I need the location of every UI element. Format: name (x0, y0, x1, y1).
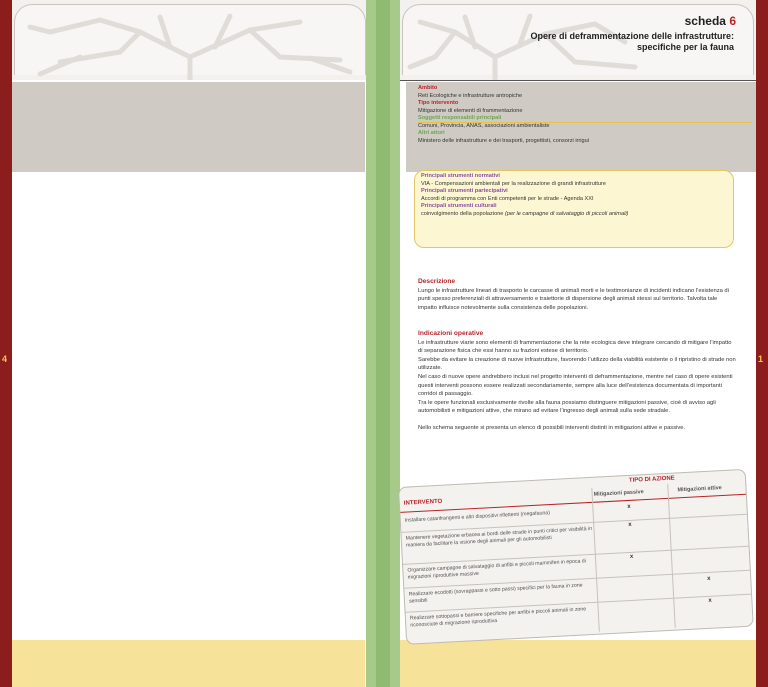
culturali-line (421, 211, 628, 219)
normativi-value: VIA - Compensazioni ambientali per la realizzazione di grandi infrastrutture (421, 180, 606, 187)
indicazioni-p4: Tra le opere funzionali esclusivamente rivolte alla fauna possiamo distinguere mitigazioni passive, cioè di avviso agli automobilisti e mitigazioni attive, che mirano ad evitare l’ingresso degli animali sulla sede stradale. (418, 399, 716, 415)
ambito-value: Reti Ecologiche e infrastrutture antropiche (418, 92, 523, 99)
column-divider-2 (667, 484, 676, 628)
info-content (418, 85, 589, 145)
info-separator (418, 122, 752, 123)
soggetti-label: Soggetti responsabili principali (418, 115, 502, 121)
table-row-2-passive: x (628, 521, 632, 528)
page-title-line2: specifiche per la fauna (636, 42, 734, 52)
left-page-footer-band (12, 640, 365, 687)
header-rule (400, 80, 756, 81)
table-row-5-attive: x (708, 597, 712, 604)
page-number-left: 4 (2, 354, 8, 364)
right-page-footer-band (400, 640, 756, 687)
book-spine-inner (376, 0, 390, 687)
passive-header: Mitigazioni passive (593, 489, 644, 498)
soggetti-value: Comuni, Provincia, ANAS, associazioni ambientaliste (418, 122, 550, 129)
tools-box (414, 170, 734, 248)
table-card (398, 469, 754, 645)
indicazioni-p1: Le infrastrutture viarie sono elementi di frammentazione che la rete ecologica deve integrare cercando di mitigare l’impatto di separazione fisica che essi hanno su frazioni estese di territorio. (418, 339, 732, 355)
altri-label: Altri attori (418, 130, 445, 136)
normativi-label: Principali strumenti normativi (421, 173, 500, 179)
page-title-line1: Opere di deframmentazione delle infrastrutture: (530, 31, 734, 41)
table-row-5-text: Realizzare sottopassi e barriere specifiche per anfibi e piccoli animali in zone riconosciute di migrazione riproduttiva (409, 606, 587, 629)
indicazioni-section (418, 330, 736, 433)
attive-header: Mitigazioni attive (677, 485, 722, 494)
descrizione-heading: Descrizione (418, 278, 456, 285)
left-page-gray-band (12, 82, 365, 172)
scheda-number: 6 (729, 14, 736, 28)
partecipativi-value: Accordi di programma con Enti competenti per le strade - Agenda XXI (421, 195, 594, 202)
table-row-4-attive: x (707, 575, 711, 582)
right-edge-band (756, 0, 768, 687)
culturali-note: (per le campagne di salvataggio di piccoli animali) (504, 210, 629, 217)
ambito-label: Ambito (418, 85, 438, 91)
altri-value: Ministero delle infrastrutture e dei trasporti, progettisti, consorzi irrigui (418, 137, 589, 144)
indicazioni-p5: Nello schema seguente si presenta un elenco di possibili interventi distinti in mitigazioni attive e passive. (418, 424, 686, 431)
tipo-azione-header: TIPO DI AZIONE (628, 475, 675, 484)
info-box (406, 82, 756, 172)
tipo-value: Mitigazione di elementi di frammentazione (418, 107, 523, 114)
intervento-header: INTERVENTO (403, 498, 443, 507)
table-row-4-text: Realizzare ecodotti (sovrappassi e sotto passi) specifici per la fauna in zone sensibili (408, 582, 583, 605)
indicazioni-p3: Nel caso di nuove opere andrebbero inclusi nel progetto interventi di deframmentazione, mentre nel caso di opere esistenti questi interventi possono essere realizzati secondariamente, sempre alla luce dell’esistenza documentata di importanti corridoi di passaggio. (418, 373, 733, 398)
descrizione-section (418, 278, 736, 312)
table-row-3-text: Organizzare campagne di salvataggio di anfibi e piccoli mammiferi in epoca di migrazioni riproduttive massive (407, 558, 587, 581)
table-row-3-passive: x (629, 553, 634, 560)
interventions-table (398, 469, 752, 647)
tipo-label: Tipo intervento (418, 100, 459, 106)
table-row-1-passive: x (627, 503, 631, 511)
tools-content (421, 173, 628, 218)
descrizione-text: Lungo le infrastrutture lineari di trasporto le carcasse di animali morti e le testimonianze di incidenti indicano l’esistenza di punti spesso preferenziali di attraversamento e traiettorie di dispersione degli animali stessi sul territorio. Talvolta tale impatto influisce notevolmente sulla consistenza delle popolazioni. (418, 287, 729, 311)
tree-branches-left-illustration (20, 12, 360, 82)
page-title (514, 31, 734, 53)
culturali-value: coinvolgimento della popolazione (421, 210, 504, 217)
partecipativi-label: Principali strumenti partecipativi (421, 188, 508, 194)
page-number-right: 1 (758, 354, 764, 364)
left-edge-band (0, 0, 12, 687)
scheda-text: scheda (684, 14, 726, 28)
indicazioni-p2: Sarebbe da evitare la creazione di nuove infrastrutture, favorendo l’utilizzo della viabilità esistente o il ripristino di strade non utilizzate. (418, 356, 736, 372)
table-row-2-text: Mantenere vegetazione erbacea ai bordi delle strade in punti critici per visibilità in maniera da facilitare la visione degli animali per gli automobilisti (405, 525, 593, 549)
table-row-1-text: Installare catarifrangenti e altri dispositivi riflettenti (megafauna) (404, 510, 551, 524)
culturali-label: Principali strumenti culturali (421, 203, 497, 209)
scheda-label (685, 14, 736, 28)
indicazioni-heading: Indicazioni operative (418, 330, 484, 337)
